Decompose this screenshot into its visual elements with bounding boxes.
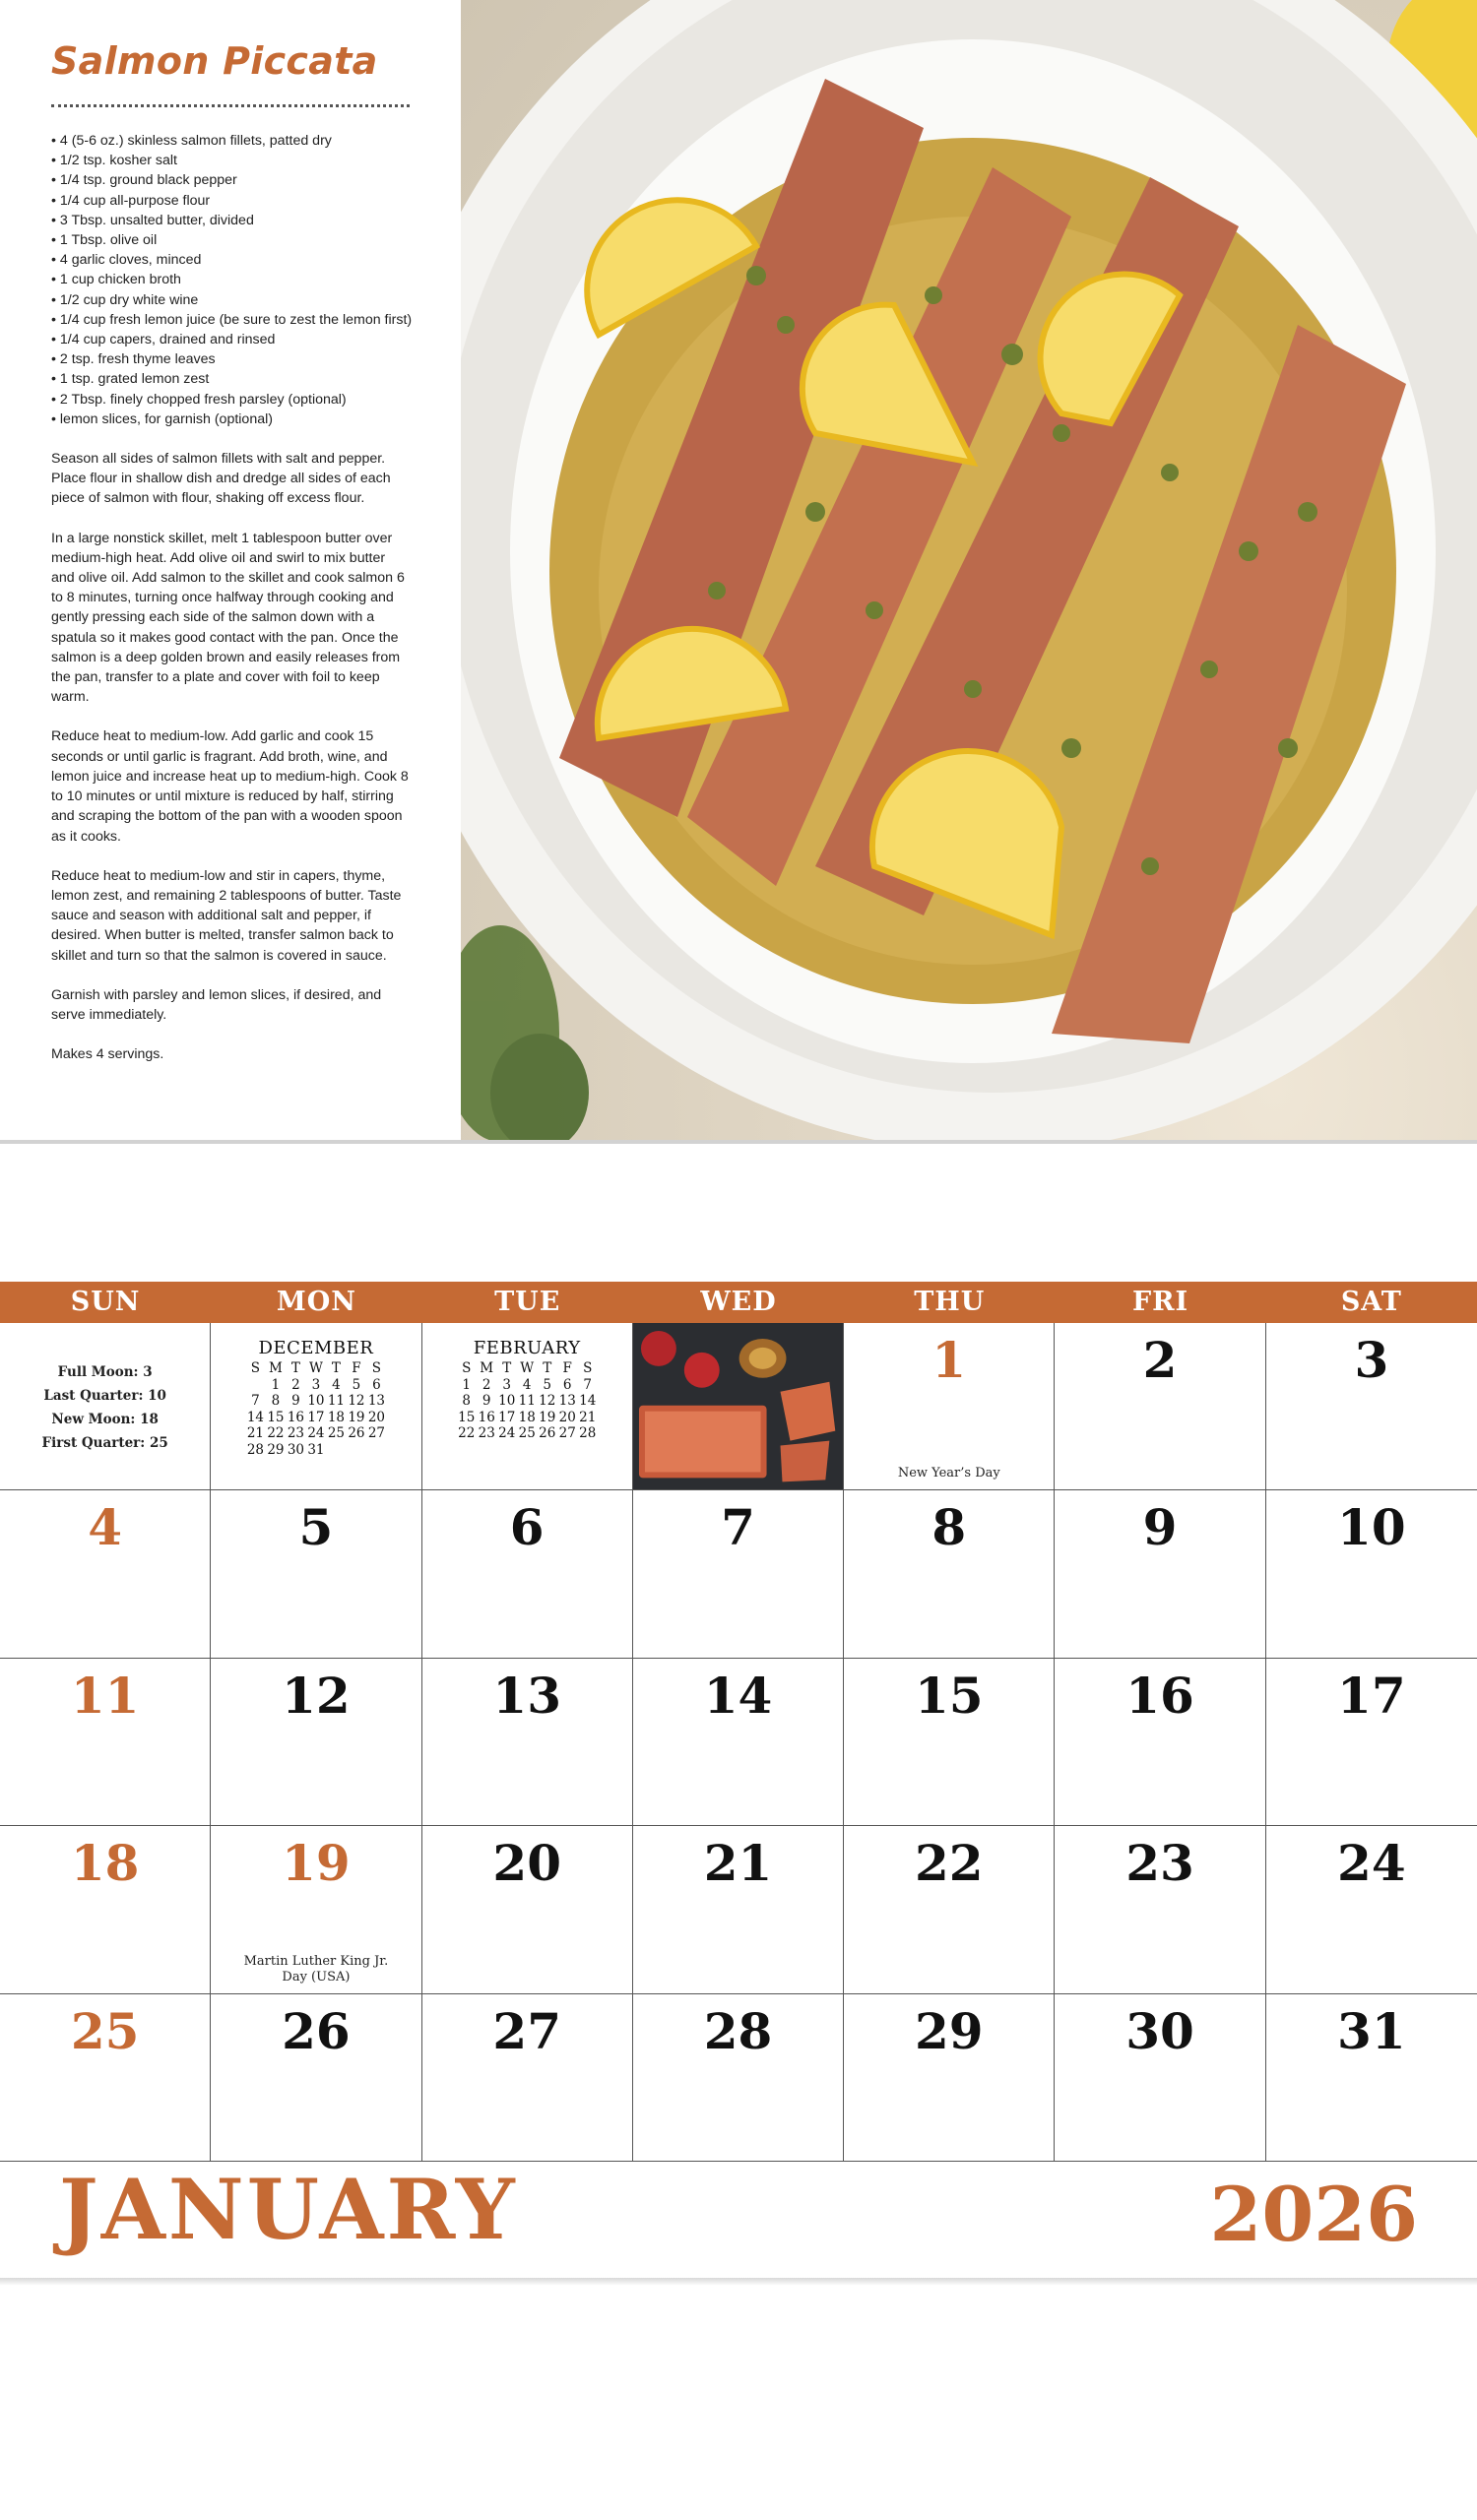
weekday-tue: TUE [494, 1287, 561, 1317]
day-number: 6 [509, 1498, 545, 1557]
mini-calendar-weekday: S [250, 1360, 261, 1376]
mini-calendar-day: 16 [287, 1409, 305, 1425]
mini-calendar-day: 7 [251, 1393, 260, 1409]
day-cell [422, 1826, 633, 1993]
day-cell [844, 1826, 1055, 1993]
mini-calendar-day: 10 [498, 1393, 516, 1409]
calendar-grid [0, 1323, 1477, 2162]
day-number: 4 [88, 1498, 123, 1557]
december-mini-calendar [211, 1339, 420, 1458]
mini-calendar-day: 17 [307, 1409, 325, 1425]
mini-calendar-day: 13 [367, 1393, 386, 1409]
ingredient-item: • 2 Tbsp. finely chopped fresh parsley (optional) [51, 391, 347, 408]
moon-phases [0, 1360, 210, 1455]
title-dotted-rule [51, 104, 410, 107]
recipe-step: Reduce heat to medium-low. Add garlic and cook 15 seconds or until garlic is fragrant. Add broth, wine, and lemon juice and increase heat up to medium-high. Cook 8 to 10 minutes or until mixture is reduced by half, stirring and scraping the bottom of the pan with a wooden spoon as it cooks. [51, 728, 409, 845]
mini-calendar-day: 24 [307, 1425, 325, 1441]
moon-phase-line: New Moon: 18 [51, 1412, 159, 1427]
mini-calendar-weekday: S [583, 1360, 593, 1376]
mini-calendar-weekday: W [520, 1360, 535, 1376]
mini-calendar-day: 3 [502, 1376, 511, 1393]
mini-calendar-day: 7 [583, 1376, 592, 1393]
next-month-cell [422, 1323, 633, 1490]
mini-calendar-day: 2 [482, 1376, 491, 1393]
mini-calendar-day: 29 [267, 1441, 285, 1458]
day-number: 13 [492, 1666, 561, 1725]
tart-with-apples-photo [633, 1323, 843, 1489]
day-cell [211, 1826, 421, 1993]
salmon-piccata-photo [461, 0, 1477, 1142]
mini-calendar-day: 30 [287, 1441, 305, 1458]
day-cell [422, 1659, 633, 1826]
recipe-title: Salmon Piccata [51, 39, 378, 83]
day-cell [1266, 1826, 1477, 1993]
mini-calendar-table [245, 1360, 387, 1458]
mini-calendar-day: 18 [518, 1409, 536, 1425]
day-cell [633, 1659, 844, 1826]
mini-calendar-day [326, 1442, 347, 1459]
weekday-sun: SUN [70, 1287, 141, 1317]
ingredient-item: • 1/2 cup dry white wine [51, 291, 199, 308]
mini-calendar-day: 27 [367, 1425, 386, 1441]
day-cell [633, 1826, 844, 1993]
mini-calendar-day: 9 [291, 1393, 300, 1409]
weekday-fri: FRI [1131, 1287, 1189, 1317]
moon-phases-cell [0, 1323, 211, 1490]
day-cell [1266, 1323, 1477, 1490]
day-number: 24 [1337, 1834, 1406, 1893]
day-number: 14 [703, 1666, 773, 1725]
mini-calendar-title: FEBRUARY [473, 1338, 581, 1358]
mini-calendar-weekday: T [502, 1360, 512, 1376]
holiday-label: Martin Luther King Jr. Day (USA) [243, 1953, 389, 1984]
day-cell [422, 1994, 633, 2162]
day-number: 26 [282, 2001, 351, 2060]
day-number: 1 [931, 1331, 967, 1389]
mini-calendar-day: 3 [311, 1376, 321, 1393]
mini-calendar-table [456, 1360, 598, 1442]
mini-calendar-day [245, 1377, 266, 1394]
year: 2026 [1209, 2171, 1418, 2258]
day-cell [0, 1826, 211, 1993]
mini-calendar-weekday: M [269, 1360, 283, 1376]
recipe-page [0, 0, 1477, 1142]
day-number: 11 [70, 1666, 140, 1725]
weekday-wed: WED [700, 1287, 777, 1317]
page-bottom-edge [0, 2278, 1477, 2286]
mini-calendar-weekday: F [352, 1360, 361, 1376]
mini-calendar-day: 15 [458, 1409, 476, 1425]
recipe-column [0, 0, 461, 1142]
day-number: 19 [282, 1834, 351, 1893]
moon-phase-line: First Quarter: 25 [41, 1435, 168, 1451]
mini-calendar-day: 26 [348, 1425, 365, 1441]
ingredient-item: • 1/4 cup all-purpose flour [51, 192, 211, 209]
mini-calendar-day: 22 [267, 1425, 285, 1441]
day-cell [0, 1490, 211, 1658]
holiday-label: New Year’s Day [897, 1466, 1000, 1481]
day-cell [1055, 1994, 1265, 2162]
weekday-sat: SAT [1340, 1287, 1402, 1317]
ingredient-item: • 2 tsp. fresh thyme leaves [51, 351, 216, 368]
ingredient-item: • 3 Tbsp. unsalted butter, divided [51, 212, 254, 228]
day-number: 12 [282, 1666, 351, 1725]
mini-calendar-day: 28 [246, 1441, 265, 1458]
recipe-step: Season all sides of salmon fillets with salt and pepper. Place flour in shallow dish and dredge all sides of each piece of salmon with flour, shaking off excess flour. [51, 451, 391, 507]
recipe-step: In a large nonstick skillet, melt 1 tablespoon butter over medium-high heat. Add olive oil and swirl to mix butter and olive oil. Add salmon to the skillet and cook salmon 6 to 8 minutes, turning once halfway through cooking and gently pressing each side of the salmon down with a spatula so it makes good contact with the pan. Once the salmon is a deep golden brown and easily releases from the pan, transfer to a plate and cover with foil to keep warm. [51, 530, 405, 706]
mini-calendar-day: 15 [267, 1409, 285, 1425]
mini-calendar-day: 23 [287, 1425, 305, 1441]
page-divider [0, 1140, 1477, 1144]
ingredient-list [51, 131, 413, 429]
weekday-mon: MON [276, 1287, 356, 1317]
day-number: 3 [1354, 1331, 1389, 1389]
thumbnail-cell [633, 1323, 844, 1490]
mini-calendar-day: 26 [539, 1425, 556, 1441]
day-number: 30 [1125, 2001, 1194, 2060]
day-number: 25 [70, 2001, 140, 2060]
mini-calendar-day: 2 [291, 1376, 300, 1393]
mini-calendar-day: 8 [271, 1393, 281, 1409]
day-number: 31 [1337, 2001, 1406, 2060]
mini-calendar-day: 21 [246, 1425, 265, 1441]
day-number: 15 [914, 1666, 984, 1725]
mini-calendar-day [366, 1442, 387, 1459]
mini-calendar-weekday: T [290, 1360, 300, 1376]
day-number: 18 [70, 1834, 140, 1893]
ingredient-item: • 4 (5-6 oz.) skinless salmon fillets, patted dry [51, 133, 332, 149]
day-number: 16 [1125, 1666, 1194, 1725]
day-cell [0, 1994, 211, 2162]
day-number: 17 [1337, 1666, 1406, 1725]
day-number: 2 [1142, 1331, 1178, 1389]
month-name: JANUARY [59, 2161, 518, 2258]
ingredient-item: • 1/4 cup fresh lemon juice (be sure to zest the lemon first) [51, 311, 413, 328]
mini-calendar-day: 5 [352, 1376, 361, 1393]
day-number: 5 [298, 1498, 334, 1557]
day-cell [844, 1323, 1055, 1490]
day-number: 28 [703, 2001, 773, 2060]
day-cell [633, 1994, 844, 2162]
day-number: 7 [721, 1498, 755, 1557]
mini-calendar-day: 4 [332, 1376, 341, 1393]
mini-calendar-day: 1 [462, 1376, 471, 1393]
mini-calendar-weekday: W [308, 1360, 323, 1376]
day-cell [844, 1490, 1055, 1658]
day-number: 10 [1337, 1498, 1406, 1557]
february-mini-calendar [422, 1339, 632, 1442]
day-number: 27 [492, 2001, 561, 2060]
mini-calendar-day [347, 1442, 367, 1459]
recipe-step: Reduce heat to medium-low and stir in capers, thyme, lemon zest, and remaining 2 tablespoons of butter. Taste sauce and season with additional salt and pepper, if desired. When butter is melted, transfer salmon back to skillet and turn so that the salmon is covered in sauce. [51, 867, 402, 964]
ingredient-item: • 1/4 cup capers, drained and rinsed [51, 332, 276, 348]
day-number: 21 [703, 1834, 773, 1893]
mini-calendar-day: 16 [478, 1409, 495, 1425]
day-cell [1055, 1323, 1265, 1490]
ingredient-item: • 1 cup chicken broth [51, 272, 181, 288]
mini-calendar-day: 25 [518, 1425, 536, 1441]
mini-calendar-day: 19 [539, 1409, 556, 1425]
ingredient-item: • 1/2 tsp. kosher salt [51, 153, 177, 169]
mini-calendar-weekday: T [543, 1360, 552, 1376]
mini-calendar-day: 31 [307, 1441, 325, 1458]
mini-calendar-day: 19 [348, 1409, 365, 1425]
prev-month-cell [211, 1323, 421, 1490]
day-cell [633, 1490, 844, 1658]
ingredient-item: • 4 garlic cloves, minced [51, 252, 202, 269]
mini-calendar-day: 21 [579, 1409, 597, 1425]
mini-calendar-day: 4 [522, 1376, 532, 1393]
mini-calendar-day: 11 [327, 1393, 346, 1409]
ingredient-item: • 1/4 tsp. ground black pepper [51, 172, 237, 189]
day-cell [844, 1659, 1055, 1826]
mini-calendar-day: 8 [462, 1393, 471, 1409]
mini-calendar-day: 14 [246, 1409, 265, 1425]
salmon-photo-illustration [461, 0, 1477, 1142]
mini-calendar-day: 14 [579, 1393, 597, 1409]
mini-calendar-weekday: S [371, 1360, 382, 1376]
day-cell [1055, 1659, 1265, 1826]
mini-calendar-day: 22 [458, 1425, 476, 1441]
mini-calendar-day: 18 [327, 1409, 346, 1425]
mini-calendar-day: 13 [558, 1393, 576, 1409]
weekday-header [0, 1282, 1477, 1323]
day-cell [1266, 1490, 1477, 1658]
mini-calendar-day: 12 [539, 1393, 556, 1409]
recipe-steps [51, 449, 410, 1064]
mini-calendar-day: 12 [348, 1393, 365, 1409]
mini-calendar-weekday: S [462, 1360, 472, 1376]
mini-calendar-day: 11 [518, 1393, 536, 1409]
mini-calendar-weekday: T [331, 1360, 341, 1376]
moon-phase-line: Last Quarter: 10 [43, 1388, 166, 1404]
mini-calendar-day: 25 [327, 1425, 346, 1441]
mini-calendar-day: 24 [498, 1425, 516, 1441]
mini-calendar-day: 20 [558, 1409, 576, 1425]
mini-calendar-day: 6 [372, 1376, 381, 1393]
recipe-step: Makes 4 servings. [51, 1046, 164, 1063]
mini-calendar-day: 5 [543, 1376, 551, 1393]
mini-calendar-day: 20 [367, 1409, 386, 1425]
day-cell [1266, 1994, 1477, 2162]
mini-calendar-day: 6 [562, 1376, 572, 1393]
mini-calendar-day: 17 [498, 1409, 516, 1425]
day-cell [211, 1994, 421, 2162]
day-number: 20 [492, 1834, 561, 1893]
day-cell [0, 1659, 211, 1826]
mini-calendar-day: 10 [307, 1393, 325, 1409]
mini-calendar-day: 1 [271, 1376, 281, 1393]
mini-calendar-day: 23 [478, 1425, 495, 1441]
day-number: 22 [914, 1834, 984, 1893]
day-number: 29 [914, 2001, 984, 2060]
mini-calendar-weekday: F [562, 1360, 572, 1376]
day-cell [1055, 1490, 1265, 1658]
day-cell [844, 1994, 1055, 2162]
ingredient-item: • 1 Tbsp. olive oil [51, 232, 158, 249]
recipe-step: Garnish with parsley and lemon slices, if desired, and serve immediately. [51, 986, 382, 1023]
day-cell [1266, 1659, 1477, 1826]
mini-calendar-day: 9 [482, 1393, 491, 1409]
day-cell [211, 1659, 421, 1826]
mini-calendar-title: DECEMBER [258, 1338, 374, 1358]
day-number: 23 [1125, 1834, 1194, 1893]
day-cell [211, 1490, 421, 1658]
moon-phase-line: Full Moon: 3 [57, 1364, 153, 1380]
weekday-thu: THU [914, 1287, 986, 1317]
mini-calendar-day: 28 [579, 1425, 597, 1441]
ingredient-item: • lemon slices, for garnish (optional) [51, 410, 273, 427]
day-cell [1055, 1826, 1265, 1993]
day-number: 9 [1142, 1498, 1178, 1557]
day-number: 8 [931, 1498, 967, 1557]
mini-calendar-day: 27 [558, 1425, 576, 1441]
ingredient-item: • 1 tsp. grated lemon zest [51, 371, 210, 388]
day-cell [422, 1490, 633, 1658]
mini-calendar-weekday: M [480, 1360, 494, 1376]
